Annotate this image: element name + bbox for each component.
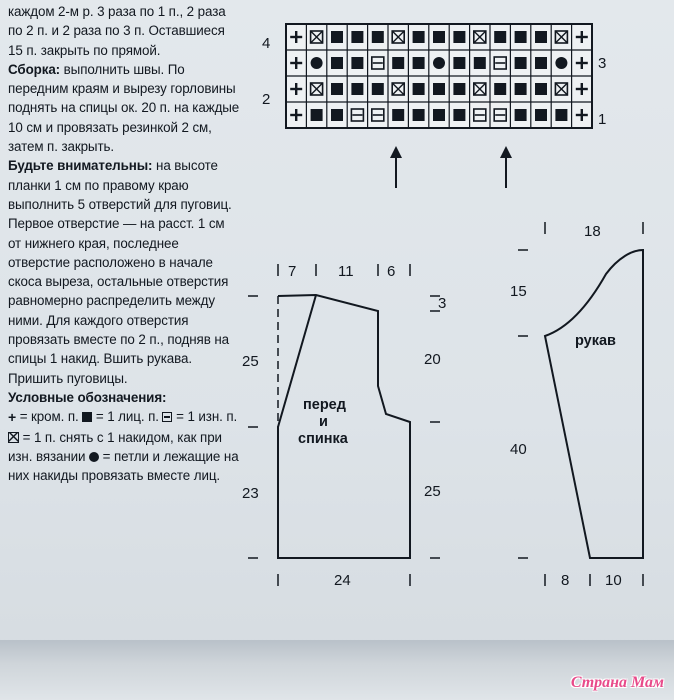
- knit-stitch-icon: [311, 109, 323, 121]
- knit-stitch-icon: [474, 57, 486, 69]
- knit-stitch-icon: [331, 57, 343, 69]
- knit-stitch-icon: [494, 31, 506, 43]
- plus-icon: +: [8, 409, 17, 426]
- knit-stitch-icon: [392, 109, 404, 121]
- repeat-arrow-right: [500, 146, 512, 188]
- row-number-1: 1: [598, 111, 607, 128]
- knit-stitch-icon: [413, 109, 425, 121]
- knit-stitch-icon: [413, 57, 425, 69]
- knit-stitch-icon: [535, 109, 547, 121]
- dim-cuff-8: 8: [561, 572, 570, 589]
- body-pattern: [248, 264, 440, 586]
- knit-stitch-icon: [372, 31, 384, 43]
- knit-stitch-icon: [351, 31, 363, 43]
- knit-stitch-icon: [453, 57, 465, 69]
- knit-stitch-icon: [351, 83, 363, 95]
- knit-stitch-icon: [515, 31, 527, 43]
- legend-text: = кром. п.: [19, 409, 79, 425]
- knit-stitch-icon: [453, 83, 465, 95]
- knit-stitch-icon: [433, 109, 445, 121]
- knit-stitch-icon: [453, 109, 465, 121]
- dim-neck-7: 7: [288, 263, 297, 280]
- body-label-line2: и: [319, 414, 328, 430]
- knit-stitch-icon: [331, 83, 343, 95]
- legend-text: = 1 изн. п.: [176, 409, 238, 425]
- dim-armhole-20: 20: [424, 351, 441, 368]
- knit-stitch-icon: [535, 57, 547, 69]
- attention-title: Будьте внимательны:: [8, 158, 153, 174]
- knit-stitch-icon: [515, 57, 527, 69]
- dim-side-25: 25: [424, 483, 441, 500]
- knit-stitch-icon: [392, 57, 404, 69]
- paragraph-decrease-text: каждом 2-м р. 3 раза по 1 п., 2 раза по 2 п. и 2 раза по 3 п. Оставшиеся 15 п. закрыть по прямой.: [8, 4, 226, 58]
- dot-stitch-icon: [311, 57, 323, 69]
- knit-stitch-icon: [413, 83, 425, 95]
- sleeve-pattern: [518, 222, 643, 586]
- knit-stitch-icon: [351, 57, 363, 69]
- assembly-title: Сборка:: [8, 61, 61, 77]
- dim-width-24: 24: [334, 572, 351, 589]
- legend-text: = петли и лежащие на них накиды провязать вместе лиц.: [8, 448, 239, 484]
- attention-body: на высоте планки 1 см по правому краю выполнить 5 отверстий для пуговиц. Первое отверстие — на расст. 1 см от нижнего края, последнее отверстие расположено в начале скоса выреза, остальные отверстия равномерно распределить между ними. Для каждого отверстия провязать вместе по 2 п., подняв на спицы 1 накид. Вшить рукава. Пришить пуговицы.: [8, 158, 232, 386]
- knit-stitch-icon: [535, 83, 547, 95]
- stitch-chart: [286, 24, 592, 128]
- dot-stitch-icon: [555, 57, 567, 69]
- dim-sleeve-cap-18: 18: [584, 223, 601, 240]
- dim-shoulder-slope-3: 3: [438, 295, 447, 312]
- row-number-3: 3: [598, 55, 607, 72]
- dim-cuff-10: 10: [605, 572, 622, 589]
- legend-title-text: Условные обозначения:: [8, 389, 167, 405]
- knit-stitch-icon: [515, 109, 527, 121]
- row-number-4: 4: [262, 35, 271, 52]
- knit-stitch-icon: [453, 31, 465, 43]
- knit-stitch-icon: [372, 83, 384, 95]
- repeat-arrow-left: [390, 146, 402, 188]
- knit-stitch-icon: [433, 83, 445, 95]
- dim-sleeve-length-40: 40: [510, 441, 527, 458]
- legend-text: = 1 лиц. п.: [95, 409, 159, 425]
- knit-stitch-icon: [555, 109, 567, 121]
- knit-stitch-icon: [331, 31, 343, 43]
- knit-stitch-icon: [494, 83, 506, 95]
- dot-stitch-icon: [433, 57, 445, 69]
- body-label-line3: спинка: [298, 431, 348, 447]
- legend-text: = 1 п. снять с 1 накидом, как при изн. вязании: [8, 429, 222, 464]
- dim-armhole-6: 6: [387, 263, 396, 280]
- knit-stitch-icon: [535, 31, 547, 43]
- body-label-line1: перед: [303, 397, 346, 413]
- knit-stitch-icon: [433, 31, 445, 43]
- knit-stitch-icon: [413, 31, 425, 43]
- dim-cap-height-15: 15: [510, 283, 527, 300]
- dim-shoulder-11: 11: [338, 263, 354, 280]
- dim-neck-depth-25: 25: [242, 353, 259, 370]
- row-number-2: 2: [262, 91, 271, 108]
- knit-stitch-icon: [515, 83, 527, 95]
- assembly-body: выполнить швы. По передним краям и вырезу горловины поднять на спицы ок. 20 п. на каждые 10 см и провязать резинкой 2 см, затем п. закрыть.: [8, 61, 240, 155]
- knit-stitch-icon: [331, 109, 343, 121]
- sleeve-label: рукав: [575, 333, 616, 349]
- dim-lower-23: 23: [242, 485, 259, 502]
- watermark-logo: Страна Мам: [570, 674, 664, 691]
